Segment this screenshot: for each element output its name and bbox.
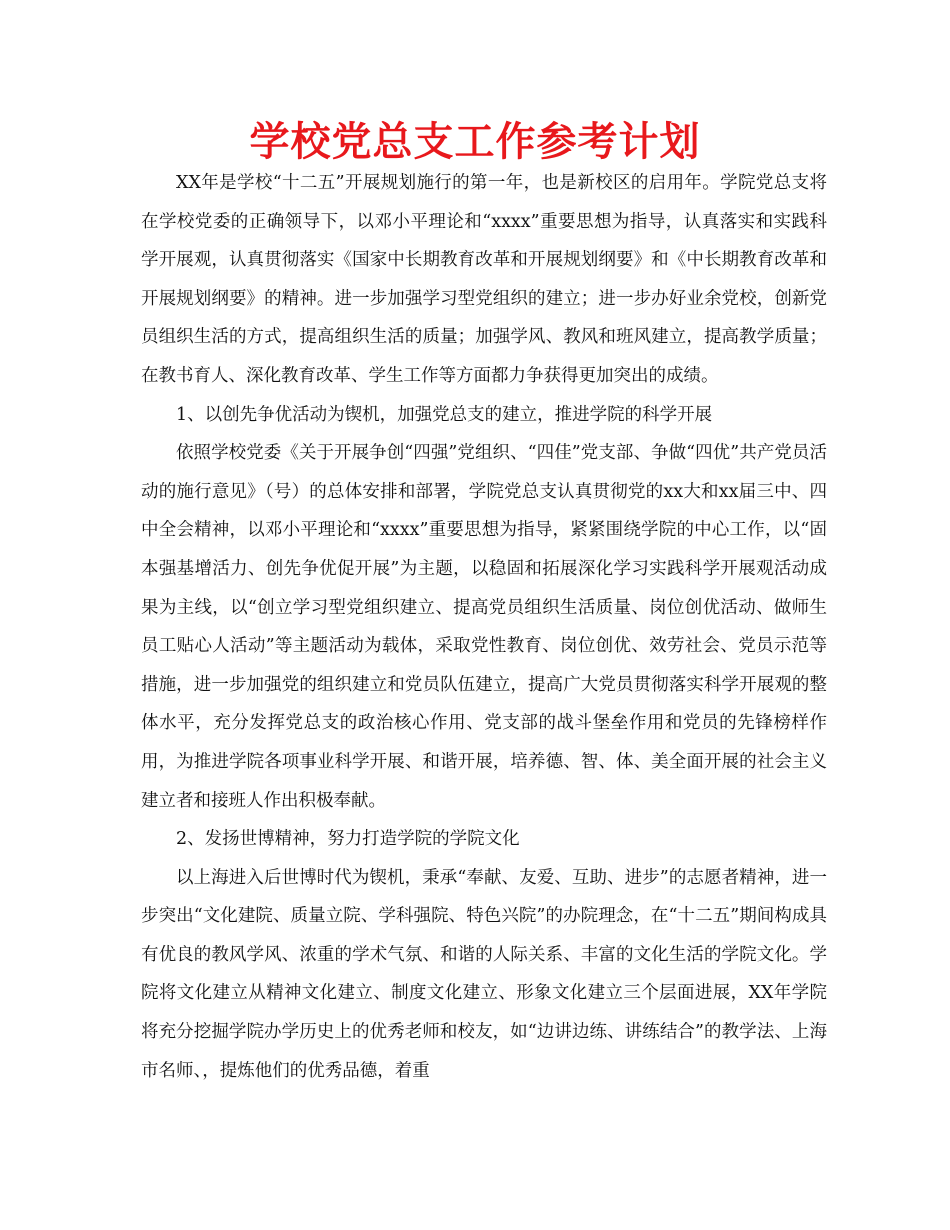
section-heading-2: 2、发扬世博精神，努力打造学院的学院文化 <box>176 829 520 850</box>
section-heading-1: 1、以创先争优活动为锲机，加强党总支的建立，推进学院的科学开展 <box>176 404 713 425</box>
intro-paragraph: XX年是学校“十二五”开展规划施行的第一年，也是新校区的启用年。学院党总支将在学校党委的正确领导下，以邓小平理论和“xxxx”重要思想为指导，认真落实和实践科学开展观，认真贯彻落实《国家中长期教育改革和开展规划纲要》和《中长期教育改革和开展规划纲要》的精神。进一步加强学习型党组织的建立；进一步办好业余党校，创新党员组织生活的方式，提高组织生活的质量；加强学风、教风和班风建立，提高教学质量；在教书育人、深化教育改革、学生工作等方面都力争获得更加突出的成绩。 <box>141 173 827 386</box>
document-title: 学校党总支工作参考计划 <box>249 119 701 165</box>
section-1-paragraph: 依照学校党委《关于开展争创“四强”党组织、“四佳”党支部、争做“四优”共产党员活动的施行意见》（号）的总体安排和部署，学院党总支认真贯彻党的xx大和xx届三中、四中全会精神，以邓小平理论和“xxxx”重要思想为指导，紧紧围绕学院的中心工作，以“固本强基增活力、创先争优促开展”为主题，以稳固和拓展深化学习实践科学开展观活动成果为主线，以“创立学习型党组织建立、提高党员组织生活质量、岗位创优活动、做师生员工贴心人活动”等主题活动为载体，采取党性教育、岗位创优、效劳社会、党员示范等措施，进一步加强党的组织建立和党员队伍建立，提高广大党员贯彻落实科学开展观的整体水平，充分发挥党总支的政治核心作用、党支部的战斗堡垒作用和党员的先锋榜样作用，为推进学院各项事业科学开展、和谐开展，培养德、智、体、美全面开展的社会主义建立者和接班人作出积极奉献。 <box>141 443 827 811</box>
section-2-paragraph: 以上海进入后世博时代为锲机，秉承“奉献、友爱、互助、进步”的志愿者精神，进一步突出“文化建院、质量立院、学科强院、特色兴院”的办院理念，在“十二五”期间构成具有优良的教风学风、浓重的学术气氛、和谐的人际关系、丰富的文化生活的学院文化。学院将文化建立从精神文化建立、制度文化建立、形象文化建立三个层面进展，XX年学院将充分挖掘学院办学历史上的优秀老师和校友，如“边讲边练、讲练结合”的教学法、上海市名师、，提炼他们的优秀品德，着重 <box>141 867 827 1081</box>
document-body <box>141 164 827 1090</box>
